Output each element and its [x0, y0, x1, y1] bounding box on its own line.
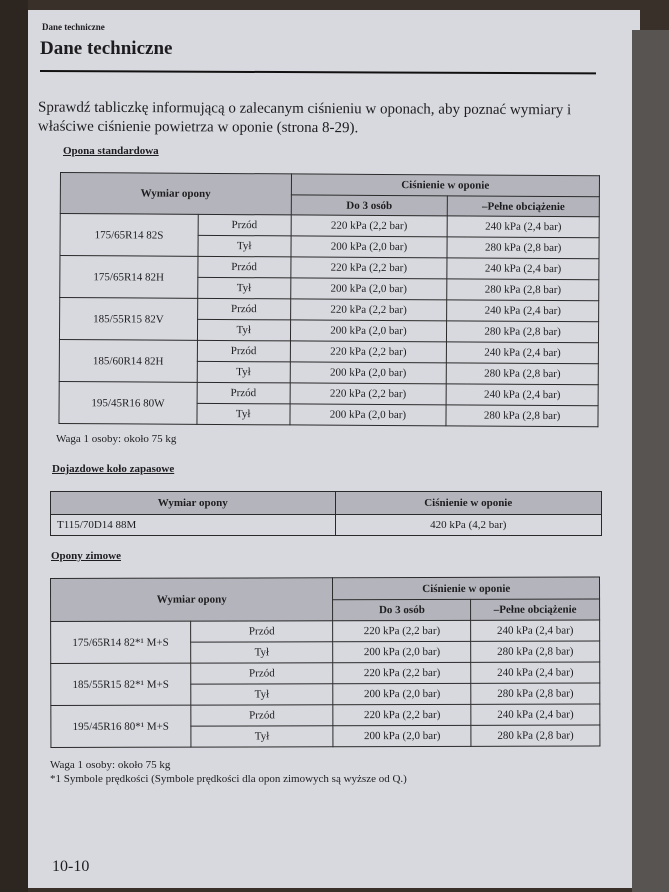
pressure-full-load-cell: 280 kPa (2,8 bar): [471, 641, 600, 662]
winter-tire-table: [50, 577, 600, 748]
tire-size-cell: 185/55R15 82*¹ M+S: [51, 663, 191, 705]
winter-heading: Opony zimowe: [51, 550, 121, 562]
position-cell: Tył: [191, 684, 334, 705]
manual-page: [28, 10, 640, 888]
spare-heading: Dojazdowe koło zapasowe: [52, 463, 175, 475]
pressure-full-load-cell: 280 kPa (2,8 bar): [446, 405, 598, 427]
pressure-full-load-cell: 240 kPa (2,4 bar): [447, 258, 599, 280]
page-number: 10-10: [52, 858, 90, 875]
tire-size-cell: 195/45R16 80*¹ M+S: [51, 705, 191, 747]
pressure-full-load-cell: 240 kPa (2,4 bar): [447, 216, 599, 238]
pressure-up-to-3-cell: 220 kPa (2,2 bar): [291, 215, 448, 237]
book-edge-right: [632, 30, 669, 892]
table-row: [59, 339, 598, 363]
pressure-full-load-cell: 280 kPa (2,8 bar): [447, 237, 599, 259]
background-edge-left: [0, 0, 28, 892]
position-cell: Tył: [197, 319, 290, 341]
tire-size-cell: 175/65R14 82*¹ M+S: [51, 621, 191, 663]
position-cell: Tył: [197, 403, 290, 425]
spare-pressure: 420 kPa (4,2 bar): [335, 515, 602, 536]
pressure-full-load-cell: 240 kPa (2,4 bar): [471, 620, 600, 641]
standard-tire-table: [58, 172, 600, 427]
col-pressure: Ciśnienie w oponie: [333, 577, 600, 600]
pressure-full-load-cell: 240 kPa (2,4 bar): [471, 704, 600, 725]
pressure-up-to-3-cell: 220 kPa (2,2 bar): [333, 704, 471, 725]
position-cell: Przód: [197, 382, 290, 404]
col-pressure: Ciśnienie w oponie: [335, 492, 602, 515]
tire-size-cell: 175/65R14 82S: [60, 214, 198, 257]
pressure-up-to-3-cell: 200 kPa (2,0 bar): [290, 320, 447, 342]
tire-size-cell: 185/60R14 82H: [59, 339, 197, 382]
col-tire-size: Wymiar opony: [51, 578, 334, 622]
col-tire-size: Wymiar opony: [60, 173, 291, 215]
standard-note: Waga 1 osoby: około 75 kg: [56, 433, 177, 445]
col-full-load: –Pełne obciążenie: [471, 599, 600, 620]
pressure-up-to-3-cell: 200 kPa (2,0 bar): [333, 683, 471, 704]
position-cell: Przód: [191, 705, 334, 726]
pressure-up-to-3-cell: 200 kPa (2,0 bar): [333, 641, 471, 662]
pressure-up-to-3-cell: 220 kPa (2,2 bar): [290, 299, 447, 321]
pressure-full-load-cell: 240 kPa (2,4 bar): [447, 342, 599, 364]
pressure-up-to-3-cell: 220 kPa (2,2 bar): [333, 620, 471, 641]
pressure-up-to-3-cell: 200 kPa (2,0 bar): [290, 362, 447, 384]
col-up-to-3: Do 3 osób: [291, 195, 448, 216]
spare-tire-table: [50, 491, 602, 536]
pressure-full-load-cell: 280 kPa (2,8 bar): [471, 683, 600, 704]
standard-heading: Opona standardowa: [63, 145, 159, 157]
pressure-up-to-3-cell: 200 kPa (2,0 bar): [290, 404, 447, 426]
pressure-up-to-3-cell: 220 kPa (2,2 bar): [290, 257, 447, 279]
pressure-up-to-3-cell: 200 kPa (2,0 bar): [333, 725, 471, 746]
position-cell: Tył: [190, 642, 333, 663]
col-full-load: –Pełne obciążenie: [447, 196, 599, 217]
pressure-full-load-cell: 280 kPa (2,8 bar): [447, 321, 599, 343]
position-cell: Przód: [198, 214, 291, 236]
winter-note-weight: Waga 1 osoby: około 75 kg: [50, 759, 171, 771]
pressure-up-to-3-cell: 220 kPa (2,2 bar): [333, 662, 471, 683]
tire-size-cell: 185/55R15 82V: [59, 298, 197, 341]
table-row: [60, 214, 599, 238]
pressure-full-load-cell: 240 kPa (2,4 bar): [447, 300, 599, 322]
pressure-full-load-cell: 280 kPa (2,8 bar): [447, 279, 599, 301]
table-row: [51, 620, 600, 642]
position-cell: Przód: [197, 298, 290, 320]
table-row: [60, 298, 599, 322]
position-cell: Tył: [197, 361, 290, 383]
position-cell: Przód: [198, 256, 291, 278]
pressure-full-load-cell: 280 kPa (2,8 bar): [471, 725, 600, 746]
pressure-up-to-3-cell: 200 kPa (2,0 bar): [291, 236, 448, 258]
position-cell: Tył: [191, 726, 334, 747]
tire-size-cell: 195/45R16 80W: [59, 381, 197, 424]
page-title: Dane techniczne: [40, 38, 173, 59]
position-cell: Przód: [190, 663, 333, 684]
table-row: [60, 256, 599, 280]
running-head: Dane techniczne: [42, 22, 105, 32]
pressure-up-to-3-cell: 220 kPa (2,2 bar): [290, 383, 447, 405]
pressure-up-to-3-cell: 220 kPa (2,2 bar): [290, 341, 447, 363]
position-cell: Przód: [190, 621, 333, 642]
position-cell: Tył: [198, 235, 291, 257]
table-row: [59, 381, 598, 405]
col-up-to-3: Do 3 osób: [333, 599, 471, 620]
pressure-up-to-3-cell: 200 kPa (2,0 bar): [290, 278, 447, 300]
pressure-full-load-cell: 280 kPa (2,8 bar): [446, 363, 598, 385]
spare-size: T115/70D14 88M: [51, 515, 336, 536]
intro-text: Sprawdź tabliczkę informującą o zalecanym ciśnieniu w oponach, aby poznać wymiary i właściwe ciśnienie powietrza w oponie (strona 8-29).: [37, 99, 572, 137]
winter-note-speed: *1 Symbole prędkości (Symbole prędkości dla opon zimowych są wyższe od Q.): [50, 773, 407, 785]
pressure-full-load-cell: 240 kPa (2,4 bar): [446, 384, 598, 406]
pressure-full-load-cell: 240 kPa (2,4 bar): [471, 662, 600, 683]
col-tire-size: Wymiar opony: [51, 492, 336, 515]
position-cell: Tył: [197, 277, 290, 299]
table-row: [51, 662, 600, 684]
col-pressure: Ciśnienie w oponie: [291, 174, 600, 197]
tire-size-cell: 175/65R14 82H: [60, 256, 198, 299]
position-cell: Przód: [197, 340, 290, 362]
table-row: [51, 704, 600, 726]
